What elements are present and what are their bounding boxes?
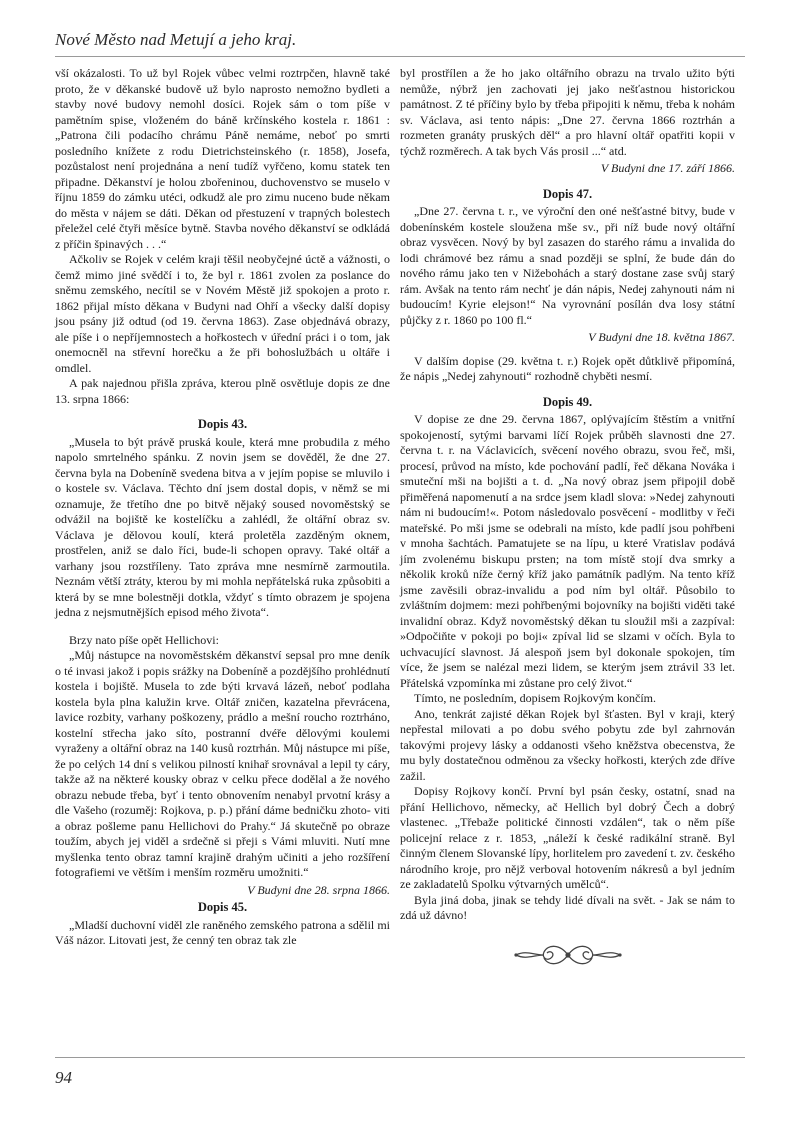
paragraph: Brzy nato píše opět Hellichovi: [69,632,219,647]
paragraph: „Dne 27. června t. r., ve výroční den oné nešťastné bitvy, bude v dobenínském kostele sloužena mše sv., při níž bude nový oltářní obraz vysvěcen. Nový by byl zasazen do starého rámu a invalida do lodi chrámové bez rámu a snad později se splní, že bude dán do nového rámu jako ten v Nižebohách a starý dostane zase svůj starý rám. Avšak na tento rám nechť je dán nápis, Nedej zahynouti nám ni budoucím! Kyrie elejson!“ Na vyrovnání posílán dva losy státní půjčky z r. 1860 po 100 fl.“ [400,204,735,327]
letter-heading: Dopis 43. [197,417,248,431]
letter-signature: V Budyni dne 17. září 1866. [600,161,735,175]
paragraph: „Musela to být právě pruská koule, která mne probudila z mého napolo smrtelného spánku. Z novin jsem se dověděl, že dne 27. června byla na Dobeníně svedena bitva a v jejím popise se mluvilo i o kostele sv. Václava. Těchto dní jsem dostal dopis, v němž se mi oznamuje, že třetího dne po bitvě nějaký soused novoměstský se odvážil na bojiště ke kostelíčku a zahlédl, že oltářní obraz sv. Václava je dělovou koulí, která proletěla zazděným oknem, prostřelen, aniž se dalo říci, bude-li schopen opravy. Také oltář a varhany jsou rozstříleny. Tato zpráva mne nesmírně zarmoutila. Neznám větší ztráty, kterou by mi mohla nepřátelská ruka způsobiti a která by se mne bolestněji dotkla, vždyť s tímto obrazem je spojena jedna z nejsmutnějších episod mého života“. [55,434,390,619]
paragraph: Ano, tenkrát zajisté děkan Rojek byl šťasten. Byl v kraji, který nepřestal milovati a po dobu svého pobytu zde byl zahrnován takovými projevy lásky a oddanosti všeho kněžstva obecenstva, že mu byly dostatečnou odměnou za všecky hořkosti, kterých zde dříve zažil. [400,706,735,783]
paragraph: Byla jiná doba, jinak se tehdy lidé dívali na svět. - Jak se nám to zdá už dávno! [400,892,735,922]
left-column [55,66,390,949]
running-head: Nové Město nad Metují a jeho kraj. [55,30,297,49]
page-number: 94 [55,1068,72,1087]
paragraph: Tímto, ne posledním, dopisem Rojkovým končím. [414,691,656,705]
paragraph: byl prostřílen a že ho jako oltářního obrazu na trvalo užito býti nemůže, nýbrž jen zachovati jej jako nešťastnou historickou památnost. Z té příčiny bylo by třeba připojiti k němu, třeba k nohám sv. Václava, asi tento nápis: „Dne 27. června 1866 roztrhán a rozmeten granáty pruských děl“ a pro hlavní oltář opatřiti kopii v týchž rozměrech. A tak bych Vás prosil ...“ atd. [400,66,735,158]
letter-heading: Dopis 49. [542,394,593,409]
right-column [400,66,735,970]
paragraph: vší okázalosti. To už byl Rojek vůbec velmi roztrpčen, hlavně také proto, že v děkanské budově už bylo naprosto nemožno bydleti a stavby nové budovy nemohl dosíci. Rojek sám o tom píše v pamětním spise, vloženém do báně krčínského kostela r. 1861 :„Patrona čili podacího chrámu Páně nemáme, neboť po smrti posledního knížete z rodu Dietrichsteinského (r. 1858), Josefa, pozůstalost není projednána a není tudíž vyřčeno, komu statek ten připadne. Děkanství je holou zbořeninou, duchovenstvo se muselo v říjnu 1859 do zámku utéci, odkudž ale pro zimu nuceno bude někam do města v nájem se dáti. Děkan od přestuzení v trapných bolestech přeležel celé čtyři měsíce bytně. Stavba nového děkanství se odkládá z příčin špinavých . . .“ [55,66,390,251]
paragraph: A pak najednou přišla zpráva, kterou plně osvětluje dopis ze dne 13. srpna 1866: [55,376,390,406]
ornament-icon [508,940,628,970]
letter-signature: V Budyni dne 18. května 1867. [588,330,735,344]
paragraph: V dalším dopise (29. května t. r.) Rojek opět důtklivě připomíná, že nápis „Nedej zahynouti“ rozhodně chyběti nesmí. [400,353,735,383]
paragraph: „Mladší duchovní viděl zle raněného zemského patrona a sdělil mi Váš názor. Litovati jest, že cenný ten obraz tak zle [55,917,390,947]
paragraph: „Můj nástupce na novoměstském děkanství sepsal pro mne deník o té invasi jakož i popis srážky na Dobeníně a pozdějšího prohlédnutí kostela i bojiště. Musela to zde býti krvavá lázeň, neboť podlaha kostela byla plna kalužin krve. Oltář zničen, kazatelna převrácena, lavice rozbity, varhany poškozeny, prádlo a mešní roucho roztrháno, kostelní střecha jako síto, postranní dvéře dělovými koulemi vyraženy a oltářní obraz na 140 kusů roztrhán. Můj nástupce mi píše, že po celých 14 dní s velikou pilností knihař srovnával a lepil ty cáry, takže až na některé kousky obraz v celku přece dodělal a že nového obrazu nebude třeba, byť i tento obnovením nenabyl prvotní krásy a dle Vašeho (rozuměj: Rojkova, p. p.) přání dáme bedničku zhoto- viti a obraz pošleme panu Hellichovi do Prahy.“ Já skutečně po obraze toužím, abych jej viděl a srdečně si přeji s Vámi mluviti. Nutí mne myšlenka tento obraz tamní krajině drahým učiniti a jeho rozšíření fotografiemi ve větším i menším rozměru umožniti.“ [55,648,390,879]
paragraph: Dopisy Rojkovy končí. První byl psán česky, ostatní, snad na přání Hellichovo, německy, ač Hellich byl dobrý Čech a dobrý vlastenec. „Třebaže politické činnosti vzdálen“, tak o něm píše policejní relace z r. 1853, „náleží k české radikální straně. Byl činným členem Slovanské lípy, horlitelem pro zavedení t. zv. českého národního kroje, pro nějž verboval hotovením nákresů a byl jedním ze zakladatelů Spolku výtvarných umělců“. [400,784,735,891]
header-rule [55,56,745,57]
paragraph: Ačkoliv se Rojek v celém kraji těšil neobyčejné úctě a vážnosti, o čemž mimo jiné svědčí i to, že byl r. 1861 zvolen za poslance do sněmu zemského, necítil se v Novém Městě již spokojen a proto r. 1862 přijal místo děkana v Budyni nad Ohří a všecky další dopisy jsou psány již odtud (od 19. června 1863). Zase objednává obrazy, ale píše i o nepříjemnostech a hořkostech v úřední práci i o tom, jak onemocněl na střevní horečku a že při bohoslužbách u oltáře i omdlel. [55,252,390,375]
letter-heading: Dopis 45. [197,900,248,914]
paragraph: V dopise ze dne 29. června 1867, oplývajícím štěstím a vnitřní spokojeností, sytými barvami líčí Rojek průběh slavnosti dne 27. června t. r. na Václavicích, svěcení nového obrazu, svou řeč, mši, procesí, průvod na místo, kde pochování padlí, řeč děkana Nováka i smuteční mši na bojišti a t. d. „Na nový obraz jsem připojil době přiměřená napomenutí a na srdce jsem kladl slova: »Nedej zahynouti nám ni budoucím!«. Potom následovalo posvěcení - modlitby v řeči mateřské. Po mši jsme se odebrali na místo, kde padlí jsou pohřbeni v mnoha šachtách. Pamatujete se na lípu, u které Vratislav podává jím zvolenému biskupu prsten; na tom místě stojí dva smrky a několik kroků níže černý kříž jako památník padlým. Na tento kříž jsme zavěsili obraz-invalidu a pod ním byl oltář. Působilo to zvláštním dojmem: mezi pohřbenými bojovníky na bojišti viděti také invalidní obraz. Když novoměstský děkan tu sloužil mši a zazpíval: »Odpočiňte v pokoji po boji« zpíval lid se slzami v očích. Byla to uchvacující slavnost. Já alespoň jsem byl dokonale spokojen, tím více, že jsem se nalézal mezi lidem, se kterým jsem ztrávil 33 let. Přátelská vzpomínka mi zůstane pro celý život.“ [400,412,735,690]
letter-heading: Dopis 47. [542,186,593,201]
footer-rule [55,1057,745,1058]
letter-signature: V Budyni dne 28. srpna 1866. [247,882,390,897]
